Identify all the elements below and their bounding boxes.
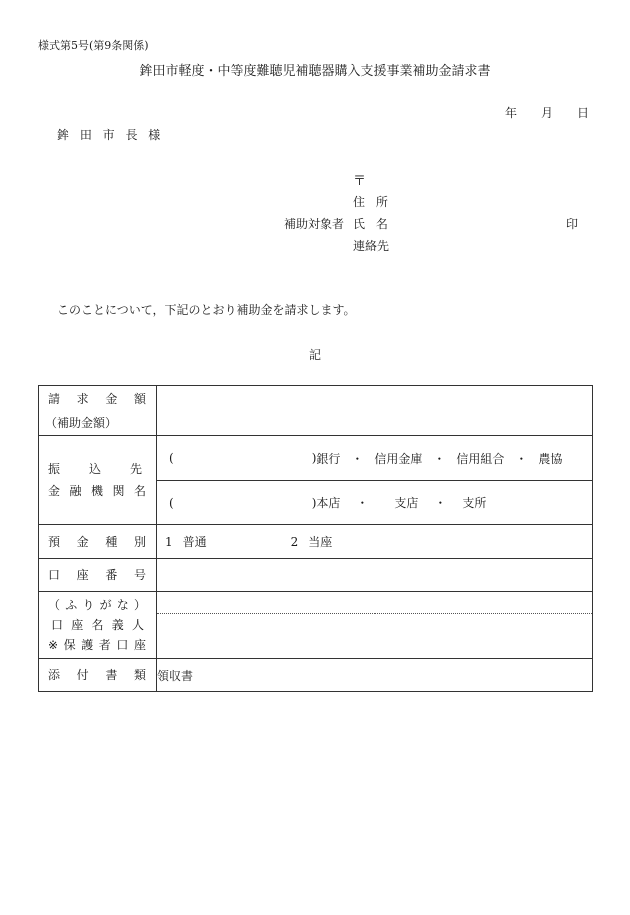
- date-month: 月: [541, 106, 554, 120]
- amount-label-cell: [39, 386, 157, 436]
- transfer-label: 振 込 先: [48, 462, 142, 476]
- branch-name-field[interactable]: [157, 481, 593, 525]
- deposit-type-label: 預 金 種 別: [48, 534, 146, 549]
- subject-label: 補助対象者: [284, 217, 345, 231]
- bank-row: ( ) 銀行 ・ 信用金庫 ・ 信用組合 ・ 農協: [169, 451, 563, 466]
- furigana-label: （ ふ り が な ）: [48, 598, 146, 612]
- holder-label-cell: [39, 592, 157, 659]
- holder-label: 口 座 名 義 人: [51, 618, 144, 632]
- account-number-label-cell: [39, 559, 157, 592]
- addressee: 鉾田市長様: [57, 128, 172, 142]
- amount-field[interactable]: [157, 386, 593, 436]
- deposit-type-field[interactable]: [157, 525, 593, 559]
- account-number-field[interactable]: [157, 559, 593, 592]
- option-ordinary: 普通: [182, 535, 207, 549]
- address-label: 住所: [353, 195, 399, 209]
- form-number: 様式第5号(第9条関係): [38, 39, 149, 52]
- request-table: [38, 385, 593, 692]
- deposit-options: 1 普通 2 当座: [165, 534, 333, 549]
- document-title: 鉾田市軽度・中等度難聴児補聴器購入支援事業補助金請求書: [139, 64, 491, 79]
- transfer-label-cell: [39, 436, 157, 525]
- postal-mark: 〒: [353, 174, 367, 189]
- attachment-label-cell: [39, 659, 157, 692]
- bank-name-field[interactable]: [157, 436, 593, 481]
- ki-heading: 記: [308, 348, 321, 362]
- name-label: 氏名: [353, 217, 399, 231]
- account-number-label: 口 座 番 号: [48, 568, 146, 582]
- deposit-type-label-cell: [39, 525, 157, 559]
- option-head-office: 本店: [316, 496, 341, 510]
- amount-label: 請 求 金 額: [48, 391, 146, 406]
- date-day: 日: [577, 106, 590, 120]
- option-nokyo: 農協: [538, 451, 563, 466]
- holder-name-field[interactable]: [157, 614, 593, 659]
- furigana-field[interactable]: [157, 592, 593, 614]
- date-year: 年: [505, 106, 518, 120]
- branch-row: ( ) 本店 ・ 支店 ・ 支所: [169, 495, 487, 510]
- guardian-label: ※ 保 護 者 口 座: [48, 638, 146, 652]
- option-sub-branch: 支所: [462, 496, 487, 510]
- contact-label: 連絡先: [353, 239, 390, 253]
- option-shinyo-kinko: 信用金庫: [374, 451, 423, 466]
- option-shinyo-kumiai: 信用組合: [456, 451, 505, 466]
- request-statement: このことについて，下記のとおり補助金を請求します。: [57, 303, 356, 317]
- amount-sublabel: （補助金額）: [45, 415, 118, 430]
- attachment-label: 添 付 書 類: [48, 668, 146, 682]
- option-branch: 支店: [394, 496, 419, 510]
- option-bank: 銀行: [316, 451, 341, 466]
- option-current: 当座: [308, 535, 333, 549]
- seal-mark: 印: [566, 217, 579, 231]
- attachment-value: 領収書: [157, 659, 593, 692]
- institution-label: 金 融 機 関 名: [48, 484, 146, 498]
